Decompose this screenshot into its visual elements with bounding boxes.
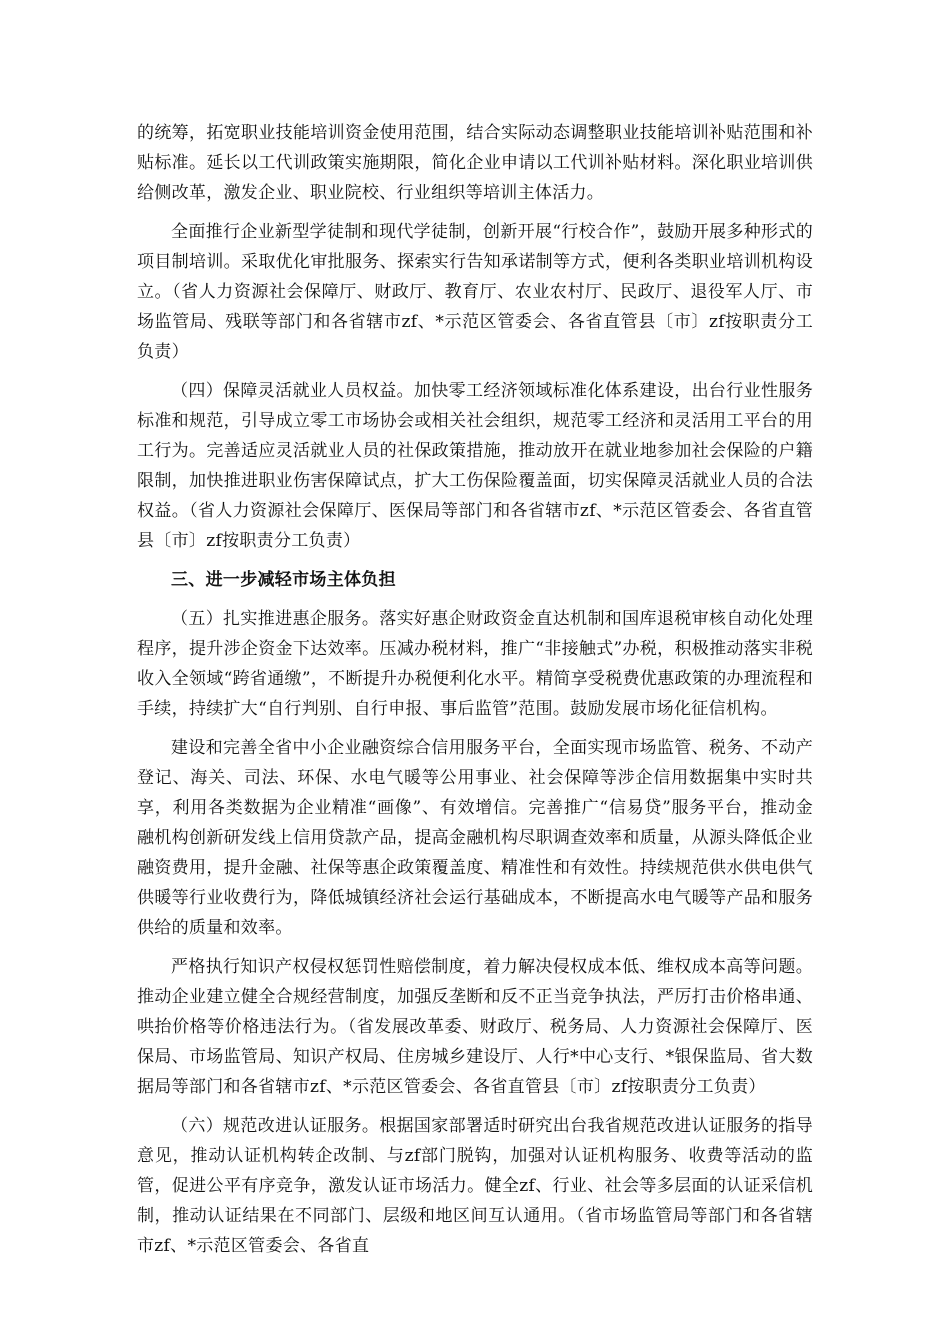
section-heading: 三、进一步减轻市场主体负担 (171, 570, 396, 590)
paragraph-apprenticeship: 全面推行企业新型学徒制和现代学徒制，创新开展“行校合作”，鼓励开展多种形式的项目制培训。采取优化审批服务、探索实行告知承诺制等方式，便利各类职业培训机构设立。（省人力资源社会保障厅、财政厅、教育厅、农业农村厅、民政厅、退役军人厅、市场监管局、残联等部门和各省辖市zf、*示范区管委会、各省直管县〔市〕zf按职责分工负责） (137, 222, 813, 362)
paragraph-flexible-employment: （四）保障灵活就业人员权益。加快零工经济领域标准化体系建设，出台行业性服务标准和规范，引导成立零工市场协会或相关社会组织，规范零工经济和灵活用工平台的用工行为。完善适应灵活就业人员的社保政策措施，推动放开在就业地参加社会保险的户籍限制，加快推进职业伤害保障试点，扩大工伤保险覆盖面，切实保障灵活就业人员的合法权益。（省人力资源社会保障厅、医保局等部门和各省辖市zf、*示范区管委会、各省直管县〔市〕zf按职责分工负责） (137, 381, 813, 551)
paragraph-ip-protection: 严格执行知识产权侵权惩罚性赔偿制度，着力解决侵权成本低、维权成本高等问题。推动企业建立健全合规经营制度，加强反垄断和反不正当竞争执法，严厉打击价格串通、哄抬价格等价格违法行为。（省发展改革委、财政厅、税务局、人力资源社会保障厅、医保局、市场监管局、知识产权局、住房城乡建设厅、人行*中心支行、*银保监局、省大数据局等部门和各省辖市zf、*示范区管委会、各省直管县〔市〕zf按职责分工负责） (137, 957, 813, 1097)
paragraph-credit-platform: 建设和完善全省中小企业融资综合信用服务平台，全面实现市场监管、税务、不动产登记、海关、司法、环保、水电气暖等公用事业、社会保障等涉企信用数据集中实时共享，利用各类数据为企业精准“画像”、有效增信。完善推广“信易贷”服务平台，推动金融机构创新研发线上信用贷款产品，提高金融机构尽职调查效率和质量，从源头降低企业融资费用，提升金融、社保等惠企政策覆盖度、精准性和有效性。持续规范供水供电供气供暖等行业收费行为，降低城镇经济社会运行基础成本，不断提高水电气暖等产品和服务供给的质量和效率。 (137, 738, 813, 938)
paragraph-continuation: 的统筹，拓宽职业技能培训资金使用范围，结合实际动态调整职业技能培训补贴范围和补贴标准。延长以工代训政策实施期限，简化企业申请以工代训补贴材料。深化职业培训供给侧改革，激发企业、职业院校、行业组织等培训主体活力。 (137, 123, 813, 203)
document-body (137, 118, 813, 1270)
paragraph-enterprise-services: （五）扎实推进惠企服务。落实好惠企财政资金直达机制和国库退税审核自动化处理程序，提升涉企资金下达效率。压减办税材料，推广“非接触式”办税，积极推动落实非税收入全领域“跨省通缴”，不断提升办税便利化水平。精简享受税费优惠政策的办理流程和手续，持续扩大“自行判别、自行申报、事后监管”范围。鼓励发展市场化征信机构。 (137, 609, 813, 719)
paragraph-certification: （六）规范改进认证服务。根据国家部署适时研究出台我省规范改进认证服务的指导意见，推动认证机构转企改制、与zf部门脱钩，加强对认证机构服务、收费等活动的监管，促进公平有序竞争，激发认证市场活力。健全zf、行业、社会等多层面的认证采信机制，推动认证结果在不同部门、层级和地区间互认通用。（省市场监管局等部门和各省辖市zf、*示范区管委会、各省直 (137, 1116, 813, 1256)
